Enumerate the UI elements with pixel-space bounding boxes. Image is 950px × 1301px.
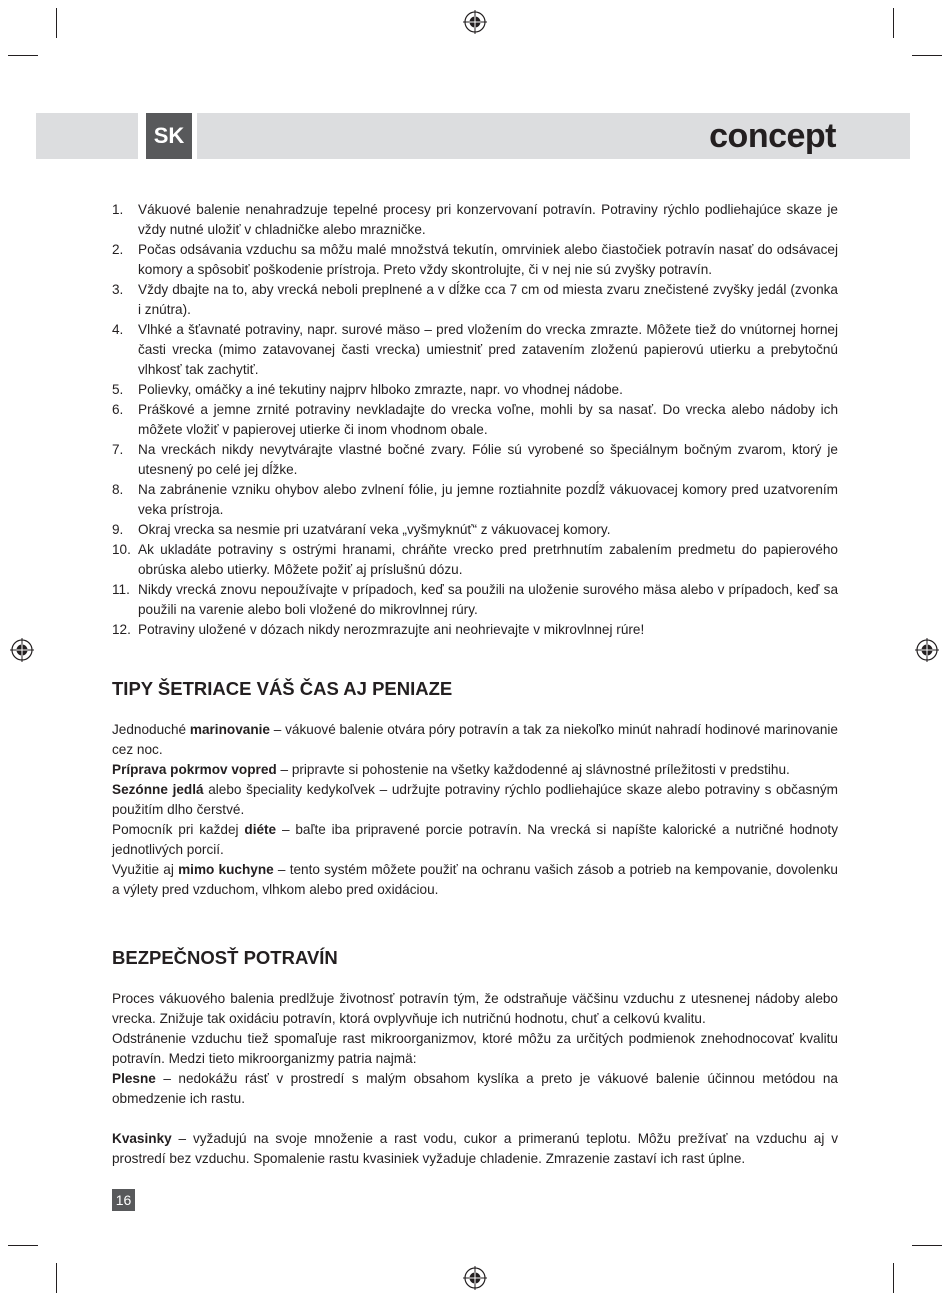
paragraph: Sezónne jedlá alebo špeciality kedykoľvek – udržujte potraviny rýchlo podliehajúce skaze alebo potraviny s občasným použitím dlho čerstvé. <box>112 782 838 817</box>
paragraph: Pomocník pri každej diéte – baľte iba pripravené porcie potravín. Na vrecká si napíšte kalorické a nutričné hodnoty jednotlivých porcií. <box>112 822 838 857</box>
page-number: 16 <box>112 1189 135 1211</box>
paragraph: Jednoduché marinovanie – vákuové balenie otvára póry potravín a tak za niekoľko minút nahradí hodinové marinovanie cez noc. <box>112 722 838 757</box>
list-item: 10. Ak ukladáte potraviny s ostrými hranami, chráňte vrecko pred pretrhnutím zabalením predmetu do papierového obrúska alebo utierky. Môžete požiť aj príslušnú dózu. <box>112 542 838 577</box>
list-item: 3. Vždy dbajte na to, aby vrecká neboli preplnené a v dĺžke cca 7 cm od miesta zvaru znečistené zvyšky jedál (zvonka i znútra). <box>112 282 838 317</box>
brand-logo: concept <box>709 117 836 155</box>
paragraph: Proces vákuového balenia predlžuje životnosť potravín tým, že odstraňuje väčšinu vzduchu z utesnenej nádoby alebo vrecka. Znižuje tak oxidáciu potravín, ktorá ovplyvňuje ich nutričnú hodnotu, chuť a celkovú kvalitu. <box>112 991 838 1026</box>
list-item: 12. Potraviny uložené v dózach nikdy nerozmrazujte ani neohrievajte v mikrovlnnej rúre! <box>112 622 645 637</box>
list-item: 1. Vákuové balenie nenahradzuje tepelné procesy pri konzervovaní potravín. Potraviny rýchlo podliehajúce skaze je vždy nutné uložiť v chladničke alebo mrazničke. <box>112 202 838 237</box>
list-item: 9. Okraj vrecka sa nesmie pri uzatváraní veka „vyšmyknúť“ z vákuovacej komory. <box>112 522 611 537</box>
rules-list <box>112 200 838 640</box>
paragraph: Plesne – nedokážu rásť v prostredí s malým obsahom kyslíka a preto je vákuové balenie účinnou metódou na obmedzenie ich rastu. <box>112 1071 838 1106</box>
registration-mark-icon <box>10 638 34 662</box>
list-item: 7. Na vreckách nikdy nevytvárajte vlastné bočné zvary. Fólie sú vyrobené so špeciálnym bočným zvarom, ktorý je utesnený po celé jej dĺžke. <box>112 442 838 477</box>
crop-mark <box>8 1245 38 1246</box>
crop-mark <box>912 1245 942 1246</box>
crop-mark <box>56 8 57 38</box>
registration-mark-icon <box>915 638 939 662</box>
language-tab: SK <box>146 113 192 159</box>
list-item: 5. Polievky, omáčky a iné tekutiny najprv hlboko zmrazte, napr. vo vhodnej nádobe. <box>112 382 623 397</box>
list-item: 6. Práškové a jemne zrnité potraviny nevkladajte do vrecka voľne, mohli by sa nasať. Do vrecka alebo nádoby ich môžete vložiť v papierovej utierke či inom vhodnom obale. <box>112 402 838 437</box>
registration-mark-icon <box>463 1266 487 1290</box>
crop-mark <box>893 1263 894 1293</box>
registration-mark-icon <box>463 10 487 34</box>
crop-mark <box>893 8 894 38</box>
section-heading-food-safety: BEZPEČNOSŤ POTRAVÍN <box>112 947 338 968</box>
section-heading-tips: TIPY ŠETRIACE VÁŠ ČAS AJ PENIAZE <box>112 678 453 699</box>
crop-mark <box>912 55 942 56</box>
crop-mark <box>8 55 38 56</box>
list-item: 2. Počas odsávania vzduchu sa môžu malé množstvá tekutín, omrviniek alebo čiastočiek potravín nasať do odsávacej komory a spôsobiť poškodenie prístroja. Preto vždy skontrolujte, či v nej nie sú zvyšky potravín. <box>112 242 838 277</box>
crop-mark <box>56 1263 57 1293</box>
paragraph: Príprava pokrmov vopred – pripravte si pohostenie na všetky každodenné aj slávnostné príležitosti v predstihu. <box>112 762 790 777</box>
list-item: 11. Nikdy vrecká znovu nepoužívajte v prípadoch, keď sa použili na uloženie surového mäsa alebo v prípadoch, keď sa použili na varenie alebo boli vložené do mikrovlnnej rúry. <box>112 582 838 617</box>
list-item: 4. Vlhké a šťavnaté potraviny, napr. surové mäso – pred vložením do vrecka zmrazte. Môžete tiež do vnútornej hornej časti vrecka (mimo zatavovanej časti vrecka) umiestniť pred zatavením zloženú papierovú utierku a prebytočnú vlhkosť tak zachytiť. <box>112 322 838 377</box>
paragraph: Odstránenie vzduchu tiež spomaľuje rast mikroorganizmov, ktoré môžu za určitých podmienok znehodnocovať kvalitu potravín. Medzi tieto mikroorganizmy patria najmä: <box>112 1031 838 1066</box>
list-item: 8. Na zabránenie vzniku ohybov alebo zvlnení fólie, ju jemne roztiahnite pozdĺž vákuovacej komory pred uzatvorením veka prístroja. <box>112 482 838 517</box>
header-bar <box>36 113 138 159</box>
paragraph: Kvasinky – vyžadujú na svoje množenie a rast vodu, cukor a primeranú teplotu. Môžu prežívať na vzduchu aj v prostredí bez vzduchu. Spomalenie rastu kvasiniek vyžaduje chladenie. Zmrazenie zastaví ich rast úplne. <box>112 1131 838 1166</box>
paragraph: Využitie aj mimo kuchyne – tento systém môžete použiť na ochranu vašich zásob a potrieb na kempovanie, dovolenku a výlety pred vzduchom, vlhkom alebo pred oxidáciou. <box>112 862 838 897</box>
page-content <box>112 200 838 1169</box>
